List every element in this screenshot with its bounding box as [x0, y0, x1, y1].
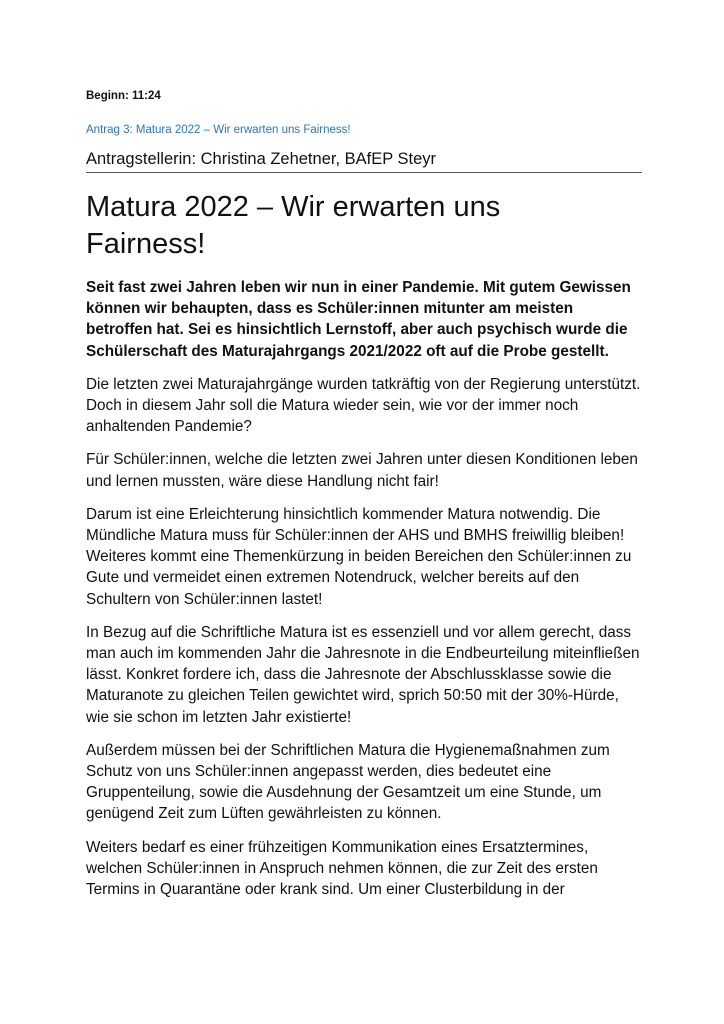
- body-paragraph-6: Weiters bedarf es einer frühzeitigen Kommunikation eines Ersatztermines, welchen Schüler:innen in Anspruch nehmen können, die zur Zeit des ersten Termins in Quarantäne oder krank sind. Um einer Clusterbildung in der: [86, 838, 598, 899]
- body-paragraph-4: In Bezug auf die Schriftliche Matura ist es essenziell und vor allem gerecht, dass man auch im kommenden Jahr die Jahresnote in die Endbeurteilung miteinfließen lässt. Konkret fordere ich, dass die Jahresnote der Abschlussklasse sowie die Maturanote zu gleichen Teilen gewichtet wird, sprich 50:50 mit der 30%-Hürde, wie sie schon im letzten Jahr existierte!: [86, 623, 640, 726]
- begin-time: Beginn: 11:24: [86, 90, 161, 102]
- title-line-2: Fairness!: [86, 228, 206, 260]
- author-line: Antragstellerin: Christina Zehetner, BAfEP Steyr: [86, 148, 642, 173]
- body-paragraph-2: Für Schüler:innen, welche die letzten zwei Jahren unter diesen Konditionen leben und lernen mussten, wäre diese Handlung nicht fair!: [86, 451, 638, 490]
- antrag-heading: Antrag 3: Matura 2022 – Wir erwarten uns Fairness!: [86, 124, 351, 136]
- body-paragraph-1: Die letzten zwei Maturajahrgänge wurden tatkräftig von der Regierung unterstützt. Doch in diesem Jahr soll die Matura wieder sein, wie vor der immer noch anhaltenden Pandemie?: [86, 375, 641, 436]
- document-title: [86, 189, 642, 263]
- title-line-1: Matura 2022 – Wir erwarten uns: [86, 191, 501, 223]
- document-page: [86, 88, 642, 912]
- body-paragraph-5: Außerdem müssen bei der Schriftlichen Matura die Hygienemaßnahmen zum Schutz von uns Schüler:innen angepasst werden, dies bedeutet eine Gruppenteilung, sowie die Ausdehnung der Gesamtzeit um eine Stunde, um genügend Zeit zum Lüften gewährleisten zu können.: [86, 741, 610, 823]
- body-paragraph-3: Darum ist eine Erleichterung hinsichtlich kommender Matura notwendig. Die Mündliche Matura muss für Schüler:innen der AHS und BMHS freiwillig bleiben! Weiteres kommt eine Themenkürzung in beiden Bereichen den Schüler:innen zu Gute und vermeidet einen extremen Notendruck, welcher bereits auf den Schultern von Schüler:innen lastet!: [86, 505, 632, 608]
- lead-paragraph: Seit fast zwei Jahren leben wir nun in einer Pandemie. Mit gutem Gewissen können wir behaupten, dass es Schüler:innen mitunter am meisten betroffen hat. Sei es hinsichtlich Lernstoff, aber auch psychisch wurde die Schülerschaft des Maturajahrgangs 2021/2022 oft auf die Probe gestellt.: [86, 279, 631, 360]
